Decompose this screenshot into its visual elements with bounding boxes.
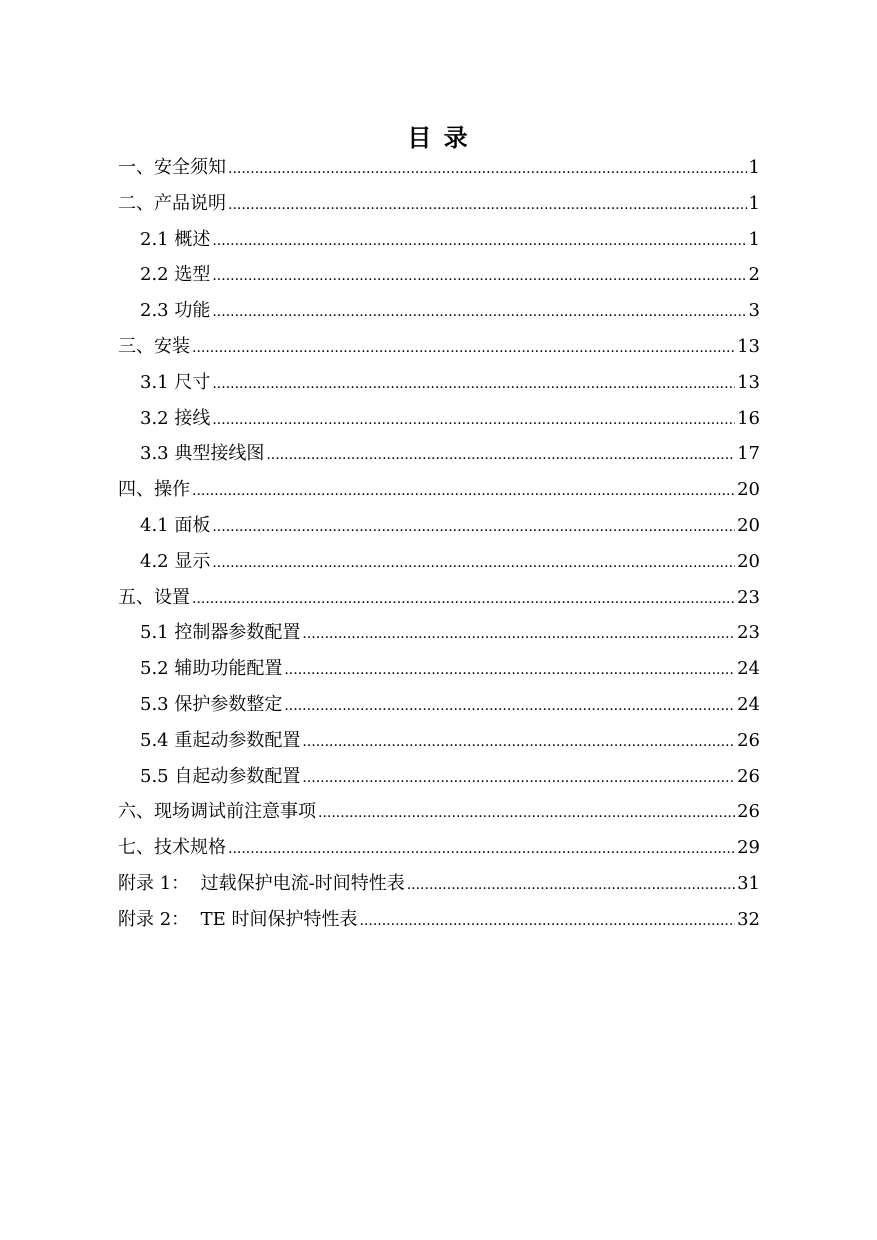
- toc-entry-page-number: 23: [737, 586, 760, 608]
- toc-entry[interactable]: [118, 186, 760, 222]
- toc-entry[interactable]: [118, 293, 760, 329]
- toc-title: 目 录: [407, 123, 470, 152]
- toc-entry[interactable]: [118, 902, 760, 938]
- toc-leader-dots: [212, 510, 735, 546]
- toc-leader-dots: [212, 403, 735, 439]
- toc-leader-dots: [302, 617, 735, 653]
- toc-entry[interactable]: [118, 723, 760, 759]
- toc-leader-dots: [192, 474, 735, 510]
- toc-entry[interactable]: [118, 615, 760, 651]
- toc-entry-page-number: 24: [737, 693, 760, 715]
- toc-leader-dots: [284, 689, 735, 725]
- toc-entry-page-number: 13: [737, 335, 760, 357]
- toc-entry-label: 5.2 辅助功能配置: [140, 658, 283, 680]
- toc-leader-dots: [359, 904, 735, 940]
- toc-entry-page-number: 26: [737, 801, 760, 823]
- toc-entry-page-number: 20: [737, 514, 760, 536]
- toc-entry-label: 2.1 概述: [140, 228, 211, 250]
- toc-leader-dots: [407, 868, 735, 904]
- toc-entry-page-number: 20: [737, 479, 760, 501]
- toc-leader-dots: [302, 761, 735, 797]
- toc-entry-page-number: 17: [737, 443, 760, 465]
- toc-entry-page-number: 23: [737, 622, 760, 644]
- toc-entry[interactable]: [118, 687, 760, 723]
- toc-entry[interactable]: [118, 830, 760, 866]
- toc-leader-dots: [228, 832, 735, 868]
- toc-entry-label: 2.2 选型: [140, 264, 211, 286]
- toc-entry-label: 5.5 自起动参数配置: [140, 765, 301, 787]
- toc-leader-dots: [212, 259, 746, 295]
- toc-leader-dots: [212, 367, 735, 403]
- toc-entry[interactable]: [118, 544, 760, 580]
- toc-entry-label: 附录 2： TE 时间保护特性表: [118, 908, 358, 930]
- toc-entry[interactable]: [118, 401, 760, 437]
- toc-entry[interactable]: [118, 329, 760, 365]
- toc-leader-dots: [192, 331, 735, 367]
- toc-entry[interactable]: [118, 365, 760, 401]
- toc-leader-dots: [318, 796, 735, 832]
- toc-leader-dots: [266, 438, 735, 474]
- toc-entry-label: 4.2 显示: [140, 550, 211, 572]
- toc-entry-page-number: 26: [737, 765, 760, 787]
- toc-entry-page-number: 2: [748, 264, 760, 286]
- toc-entry-label: 3.3 典型接线图: [140, 443, 265, 465]
- toc-entry-page-number: 16: [737, 407, 760, 429]
- toc-entry-label: 四、操作: [118, 479, 190, 501]
- toc-entry-page-number: 32: [737, 908, 760, 930]
- toc-entry-label: 七、技术规格: [118, 837, 226, 859]
- toc-entry[interactable]: [118, 580, 760, 616]
- toc-leader-dots: [302, 725, 735, 761]
- toc-entry[interactable]: [118, 508, 760, 544]
- toc-leader-dots: [284, 653, 735, 689]
- toc-entry-page-number: 31: [737, 872, 760, 894]
- toc-entry-label: 三、安装: [118, 335, 190, 357]
- toc-entry-page-number: 29: [737, 837, 760, 859]
- toc-entry-label: 3.2 接线: [140, 407, 211, 429]
- toc-entry[interactable]: [118, 257, 760, 293]
- toc-entry[interactable]: [118, 472, 760, 508]
- toc-entry[interactable]: [118, 759, 760, 795]
- toc-entry[interactable]: [118, 150, 760, 186]
- toc-entry-page-number: 26: [737, 729, 760, 751]
- toc-entry-label: 4.1 面板: [140, 514, 211, 536]
- toc-list: [118, 150, 760, 938]
- toc-leader-dots: [228, 188, 747, 224]
- toc-entry-label: 5.3 保护参数整定: [140, 693, 283, 715]
- toc-entry-page-number: 3: [748, 300, 760, 322]
- toc-entry-label: 一、安全须知: [118, 157, 226, 178]
- toc-entry[interactable]: [118, 794, 760, 830]
- toc-entry-page-number: 24: [737, 658, 760, 680]
- toc-leader-dots: [228, 152, 747, 188]
- toc-entry-page-number: 1: [748, 228, 760, 250]
- toc-entry-page-number: 13: [737, 371, 760, 393]
- toc-entry-label: 二、产品说明: [118, 192, 226, 214]
- toc-entry-label: 3.1 尺寸: [140, 371, 211, 393]
- toc-entry-label: 六、现场调试前注意事项: [118, 801, 316, 823]
- toc-entry-label: 5.1 控制器参数配置: [140, 622, 301, 644]
- toc-leader-dots: [212, 546, 735, 582]
- toc-entry-page-number: 20: [737, 550, 760, 572]
- toc-entry-label: 5.4 重起动参数配置: [140, 729, 301, 751]
- toc-entry[interactable]: [118, 222, 760, 258]
- toc-entry-label: 2.3 功能: [140, 300, 211, 322]
- toc-entry[interactable]: [118, 651, 760, 687]
- toc-entry[interactable]: [118, 436, 760, 472]
- toc-entry-label: 五、设置: [118, 586, 190, 608]
- toc-entry[interactable]: [118, 866, 760, 902]
- toc-entry-page-number: 1: [748, 157, 760, 178]
- toc-leader-dots: [212, 224, 746, 260]
- toc-entry-label: 附录 1： 过载保护电流-时间特性表: [118, 872, 405, 894]
- toc-leader-dots: [212, 295, 746, 331]
- toc-leader-dots: [192, 582, 735, 618]
- toc-entry-page-number: 1: [748, 192, 760, 214]
